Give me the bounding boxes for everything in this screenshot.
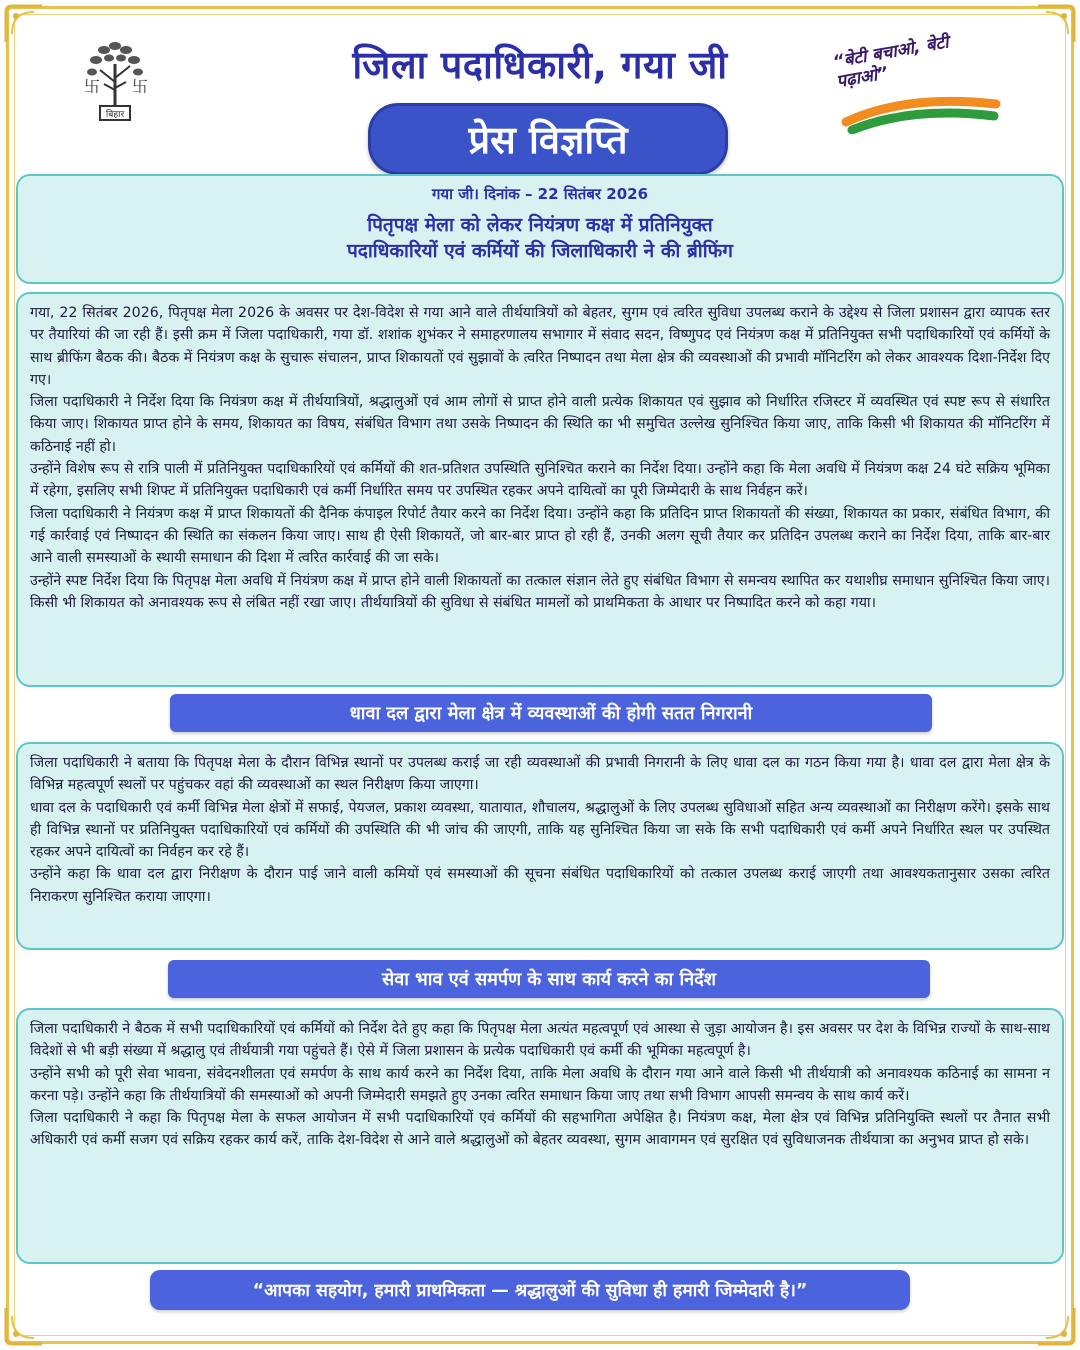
footer-quote: “आपका सहयोग, हमारी प्राथमिकता — श्रद्धालुओं की सुविधा ही हमारी जिम्मेदारी है।” [150, 1270, 910, 1310]
section-heading-dhawa-dal: धावा दल द्वारा मेला क्षेत्र में व्यवस्थाओं की होगी सतत निगरानी [170, 694, 932, 732]
press-release-badge: प्रेस विज्ञप्ति [368, 103, 728, 175]
paragraph: जिला पदाधिकारी ने निर्देश दिया कि नियंत्रण कक्ष में तीर्थयात्रियों, श्रद्धालुओं एवं आम लोगों से प्राप्त होने वाली प्रत्येक शिकायत एवं सुझाव को निर्धारित रजिस्टर में व्यवस्थित एवं स्पष्ट रूप से संधारित किया जाए। शिकायत प्राप्त होने के समय, शिकायत का विषय, संबंधित विभाग तथा उसके निष्पादन की स्थिति का भी समुचित उल्लेख सुनिश्चित किया जाए, ताकि किसी भी शिकायत की मॉनिटरिंग में कठिनाई नहीं हो। [30, 394, 1050, 455]
seva-bhav-panel [16, 1008, 1064, 1264]
paragraph: जिला पदाधिकारी ने नियंत्रण कक्ष में प्राप्त शिकायतों की दैनिक कंपाइल रिपोर्ट तैयार करने का निर्देश दिया। उन्होंने कहा कि प्रतिदिन प्राप्त शिकायतों की संख्या, शिकायत का प्रकार, संबंधित विभाग, की गई कार्रवाई एवं निष्पादन की स्थिति का संकलन किया जाए। साथ ही ऐसी शिकायतें, जो बार-बार प्राप्त हो रही हैं, उनकी अलग सूची तैयार कर प्रतिदिन उपलब्ध कराने का निर्देश दिया, ताकि बार-बार आने वाली समस्याओं के स्थायी समाधान की दिशा में त्वरित कार्रवाई की जा सके। [30, 505, 1050, 567]
office-title: जिला पदाधिकारी, गया जी [352, 43, 728, 87]
paragraph: धावा दल के पदाधिकारी एवं कर्मी विभिन्न मेला क्षेत्रों में सफाई, पेयजल, प्रकाश व्यवस्था, यातायात, शौचालय, श्रद्धालुओं के लिए उपलब्ध सुविधाओं सहित अन्य व्यवस्थाओं का निरीक्षण करेंगे। इसके साथ ही विभिन्न स्थानों पर प्रतिनियुक्त पदाधिकारियों एवं कर्मियों की उपस्थिति की भी जांच की जाएगी, ताकि यह सुनिश्चित किया जा सके कि सभी पदाधिकारी एवं कर्मी अपने निर्धारित स्थल पर उपस्थित रहकर अपने दायित्वों का निर्वहन कर रहे हैं। [30, 799, 1050, 861]
dateline: गया जी। दिनांक – 22 सितंबर 2026 [431, 185, 649, 203]
paragraph: उन्होंने कहा कि धावा दल द्वारा निरीक्षण के दौरान पाई जाने वाली कमियों एवं समस्याओं की सूचना संबंधित पदाधिकारियों को तत्काल उपलब्ध कराई जाएगी तथा आवश्यकतानुसार उसका त्वरित निराकरण सुनिश्चित कराया जाएगा। [30, 866, 1050, 905]
headline-line-2: पदाधिकारियों एवं कर्मियों की जिलाधिकारी ने की ब्रीफिंग [347, 240, 733, 262]
corner-ornament-icon [1032, 2, 1078, 48]
paragraph: उन्होंने सभी को पूरी सेवा भावना, संवेदनशीलता एवं समर्पण के साथ कार्य करने का निर्देश दिया, ताकि मेला अवधि के दौरान गया आने वाले किसी भी तीर्थयात्री को अनावश्यक कठिनाई का सामना न करना पड़े। उन्होंने कहा कि तीर्थयात्रियों की समस्याओं को अपनी जिम्मेदारी समझते हुए उनका त्वरित समाधान किया जाए तथा सभी विभाग आपसी समन्वय के साथ कार्य करें। [30, 1065, 1050, 1104]
dhawa-dal-body [18, 744, 1062, 908]
paragraph: जिला पदाधिकारी ने बताया कि पितृपक्ष मेला के दौरान विभिन्न स्थानों पर उपलब्ध कराई जा रही व्यवस्थाओं की प्रभावी निगरानी के लिए धावा दल का गठन किया गया है। धावा दल द्वारा मेला क्षेत्र के विभिन्न महत्वपूर्ण स्थलों पर पहुंचकर वहां की व्यवस्थाओं का स्थल निरीक्षण किया जाएगा। [30, 755, 1050, 794]
dhawa-dal-panel [16, 742, 1064, 950]
paragraph: उन्होंने स्पष्ट निर्देश दिया कि पितृपक्ष मेला अवधि में नियंत्रण कक्ष में प्राप्त होने वाली शिकायतों का तत्काल संज्ञान लेते हुए संबंधित विभाग से समन्वय स्थापित कर यथाशीघ्र समाधान सुनिश्चित किया जाए। किसी भी शिकायत को अनावश्यक रूप से लंबित नहीं रखा जाए। तीर्थयात्रियों की सुविधा से संबंधित मामलों को प्राथमिकता के आधार पर निष्पादित करने को कहा गया। [30, 572, 1050, 611]
paragraph: गया, 22 सितंबर 2026, पितृपक्ष मेला 2026 के अवसर पर देश-विदेश से गया आने वाले तीर्थयात्रियों को बेहतर, सुगम एवं त्वरित सुविधा उपलब्ध कराने के उद्देश्य से जिला प्रशासन द्वारा व्यापक स्तर पर तैयारियां की जा रही हैं। इसी क्रम में जिला पदाधिकारी, गया डॉ. शशांक शुभंकर ने समाहरणालय सभागार में संवाद सदन, विष्णुपद एवं नियंत्रण कक्ष में प्रतिनियुक्त सभी पदाधिकारियों एवं कर्मियों के साथ ब्रीफिंग बैठक की। बैठक में नियंत्रण कक्ष के सुचारू संचालन, प्राप्त शिकायतों एवं सुझावों के त्वरित निष्पादन तथा मेला क्षेत्र की व्यवस्थाओं की प्रभावी मॉनिटरिंग को लेकर आवश्यक दिशा-निर्देश दिए गए। [30, 305, 1050, 388]
slogan-text: “बेटी बचाओ, बेटी पढ़ाओ” [831, 32, 951, 93]
paragraph: जिला पदाधिकारी ने बैठक में सभी पदाधिकारियों एवं कर्मियों को निर्देश देते हुए कहा कि पितृपक्ष मेला अत्यंत महत्वपूर्ण एवं आस्था से जुड़ा आयोजन है। इस अवसर पर देश के विभिन्न राज्यों के साथ-साथ विदेशों से भी बड़ी संख्या में श्रद्धालु एवं तीर्थयात्री गया पहुंचते हैं। ऐसे में जिला प्रशासन के प्रत्येक पदाधिकारी एवं कर्मी की भूमिका महत्वपूर्ण है। [30, 1021, 1050, 1060]
corner-ornament-icon [2, 1302, 48, 1348]
paragraph: जिला पदाधिकारी ने कहा कि पितृपक्ष मेला के सफल आयोजन में सभी पदाधिकारियों एवं कर्मियों की सहभागिता अपेक्षित है। नियंत्रण कक्ष, मेला क्षेत्र एवं विभिन्न प्रतिनियुक्ति स्थलों पर तैनात सभी अधिकारी एवं कर्मी सजग एवं सक्रिय रहकर कार्य करें, ताकि देश-विदेश से आने वाले श्रद्धालुओं को बेहतर व्यवस्था, सुगम आवागमन एवं सुरक्षित एवं सुविधाजनक तीर्थयात्रा का अनुभव प्राप्त हो सके। [30, 1110, 1050, 1149]
section-heading-seva-bhav: सेवा भाव एवं समर्पण के साथ कार्य करने का निर्देश [168, 960, 930, 998]
corner-ornament-icon [2, 2, 48, 48]
headline-line-1: पितृपक्ष मेला को लेकर नियंत्रण कक्ष में प्रतिनियुक्त [367, 214, 713, 236]
paragraph: उन्होंने विशेष रूप से रात्रि पाली में प्रतिनियुक्त पदाधिकारियों एवं कर्मियों की शत-प्रतिशत उपस्थिति सुनिश्चित कराने का निर्देश दिया। उन्होंने कहा कि मेला अवधि में नियंत्रण कक्ष 24 घंटे सक्रिय भूमिका में रहेगा, इसलिए सभी शिफ्ट में प्रतिनियुक्त पदाधिकारी एवं कर्मी निर्धारित समय पर उपस्थित रहकर अपने दायित्वों का पूरी जिम्मेदारी के साथ निर्वहन करें। [30, 461, 1050, 500]
headline [18, 212, 1062, 264]
svg-text:卐: 卐 [132, 77, 149, 96]
briefing-panel [16, 292, 1064, 687]
seva-bhav-body [18, 1010, 1062, 1152]
corner-ornament-icon [1032, 1302, 1078, 1348]
headline-panel [16, 174, 1064, 284]
briefing-body [18, 294, 1062, 614]
svg-text:卐: 卐 [84, 77, 101, 96]
bihar-emblem-icon [74, 34, 156, 124]
svg-text:बिहार: बिहार [105, 110, 125, 120]
